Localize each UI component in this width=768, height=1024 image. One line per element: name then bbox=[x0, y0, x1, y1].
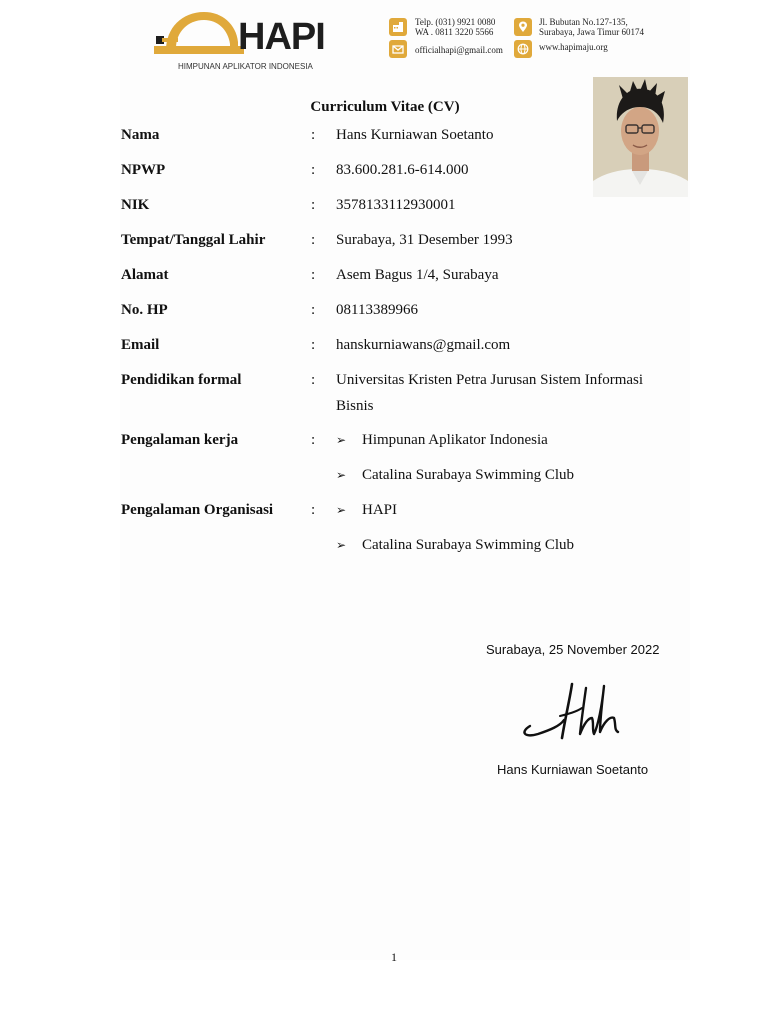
globe-icon bbox=[514, 40, 532, 58]
field-value-npwp: 83.600.281.6-614.000 bbox=[336, 162, 469, 178]
field-label-email: Email bbox=[121, 337, 160, 353]
field-separator: : bbox=[311, 127, 316, 143]
field-value-nik: 3578133112930001 bbox=[336, 197, 456, 213]
contact-whatsapp: WA . 0811 3220 5566 bbox=[415, 27, 494, 37]
contact-phone: Telp. (031) 9921 0080 bbox=[415, 17, 496, 27]
logo-subtitle: HIMPUNAN APLIKATOR INDONESIA bbox=[178, 62, 313, 71]
organization-item: Catalina Surabaya Swimming Club bbox=[362, 537, 575, 553]
field-value-address: Asem Bagus 1/4, Surabaya bbox=[336, 267, 499, 283]
field-label-birth: Tempat/Tanggal Lahir bbox=[121, 232, 266, 248]
field-label-npwp: NPWP bbox=[121, 162, 166, 178]
field-separator: : bbox=[311, 502, 316, 518]
page-number: 1 bbox=[391, 950, 397, 964]
arrow-bullet-icon: ➢ bbox=[336, 503, 347, 517]
arrow-bullet-icon: ➢ bbox=[336, 538, 347, 552]
field-label-education: Pendidikan formal bbox=[121, 372, 242, 388]
envelope-icon bbox=[389, 40, 407, 58]
work-item: Catalina Surabaya Swimming Club bbox=[362, 467, 575, 483]
field-separator: : bbox=[311, 162, 316, 178]
organization-item: HAPI bbox=[362, 502, 398, 518]
field-label-address: Alamat bbox=[121, 267, 169, 283]
field-value-email: hanskurniawans@gmail.com bbox=[336, 337, 511, 353]
field-label-name: Nama bbox=[121, 127, 160, 143]
hard-hat-icon bbox=[152, 8, 244, 58]
field-separator: : bbox=[311, 432, 316, 448]
location-pin-icon bbox=[514, 18, 532, 36]
hapi-logo bbox=[152, 8, 332, 71]
signature-name: Hans Kurniawan Soetanto bbox=[497, 762, 649, 777]
field-value-phone: 08113389966 bbox=[336, 302, 418, 318]
field-label-organization: Pengalaman Organisasi bbox=[121, 502, 274, 518]
field-separator: : bbox=[311, 267, 316, 283]
field-label-phone: No. HP bbox=[121, 302, 168, 318]
arrow-bullet-icon: ➢ bbox=[336, 433, 347, 447]
building-phone-icon bbox=[389, 18, 407, 36]
field-label-work: Pengalaman kerja bbox=[121, 432, 239, 448]
contact-email: officialhapi@gmail.com bbox=[415, 45, 503, 55]
contact-address-line1: Jl. Bubutan No.127-135, bbox=[539, 17, 628, 27]
handwritten-signature bbox=[516, 676, 634, 748]
field-separator: : bbox=[311, 197, 316, 213]
field-value-education: Universitas Kristen Petra Jurusan Sistem Informasi Bisnis bbox=[336, 372, 644, 414]
field-separator: : bbox=[311, 372, 316, 388]
contact-address-line2: Surabaya, Jawa Timur 60174 bbox=[539, 27, 644, 37]
contact-website: www.hapimaju.org bbox=[539, 42, 608, 52]
field-separator: : bbox=[311, 302, 316, 318]
work-item: Himpunan Aplikator Indonesia bbox=[362, 432, 548, 448]
signature-place-date: Surabaya, 25 November 2022 bbox=[486, 642, 660, 657]
field-separator: : bbox=[311, 337, 316, 353]
document-title: Curriculum Vitae (CV) bbox=[310, 99, 460, 115]
field-label-nik: NIK bbox=[121, 197, 150, 213]
arrow-bullet-icon: ➢ bbox=[336, 468, 347, 482]
logo-wordmark: HAPI bbox=[238, 16, 325, 58]
field-separator: : bbox=[311, 232, 316, 248]
field-value-birth: Surabaya, 31 Desember 1993 bbox=[336, 232, 513, 248]
field-value-name: Hans Kurniawan Soetanto bbox=[336, 127, 494, 143]
